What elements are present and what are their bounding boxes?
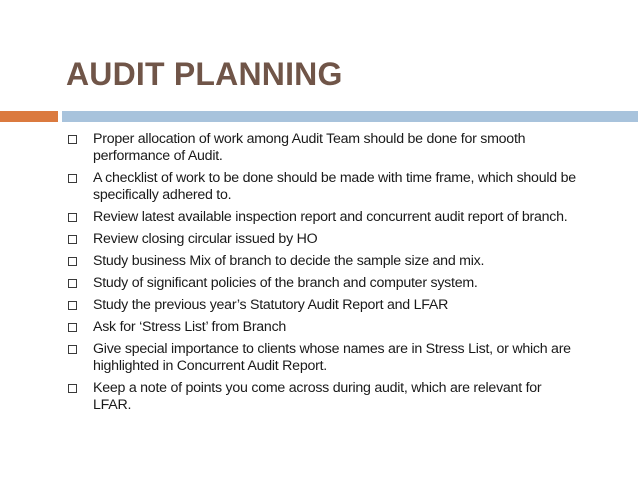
square-bullet-icon — [68, 174, 77, 183]
bullet-text: Keep a note of points you come across during audit, which are relevant for LFAR. — [93, 380, 542, 413]
list-item — [60, 380, 580, 414]
list-item — [60, 209, 580, 226]
list-item — [60, 131, 580, 165]
square-bullet-icon — [68, 213, 77, 222]
slide-title: AUDIT PLANNING — [66, 56, 343, 92]
square-bullet-icon — [68, 345, 77, 354]
square-bullet-icon — [68, 279, 77, 288]
title-rule — [0, 111, 638, 122]
list-item — [60, 170, 580, 204]
title-rule-accent-left — [0, 111, 58, 122]
bullet-text: Review latest available inspection report and concurrent audit report of branch. — [93, 209, 568, 225]
bullet-list — [60, 131, 580, 419]
bullet-text: Study the previous year’s Statutory Audit Report and LFAR — [93, 297, 449, 313]
title-rule-accent-right — [62, 111, 638, 122]
list-item — [60, 275, 580, 292]
list-item — [60, 319, 580, 336]
list-item — [60, 297, 580, 314]
bullet-text: Study business Mix of branch to decide the sample size and mix. — [93, 253, 485, 269]
list-item — [60, 253, 580, 270]
square-bullet-icon — [68, 135, 77, 144]
bullet-text: Study of significant policies of the branch and computer system. — [93, 275, 478, 291]
list-item — [60, 231, 580, 248]
list-item — [60, 341, 580, 375]
square-bullet-icon — [68, 384, 77, 393]
square-bullet-icon — [68, 301, 77, 310]
bullet-text: Proper allocation of work among Audit Team should be done for smooth performance of Audit. — [93, 131, 526, 164]
square-bullet-icon — [68, 235, 77, 244]
bullet-text: Ask for ‘Stress List’ from Branch — [93, 319, 287, 335]
square-bullet-icon — [68, 323, 77, 332]
bullet-text: A checklist of work to be done should be made with time frame, which should be specifically adhered to. — [93, 170, 576, 203]
square-bullet-icon — [68, 257, 77, 266]
bullet-text: Give special importance to clients whose names are in Stress List, or which are highlighted in Concurrent Audit Report. — [93, 341, 571, 374]
bullet-text: Review closing circular issued by HO — [93, 231, 318, 247]
